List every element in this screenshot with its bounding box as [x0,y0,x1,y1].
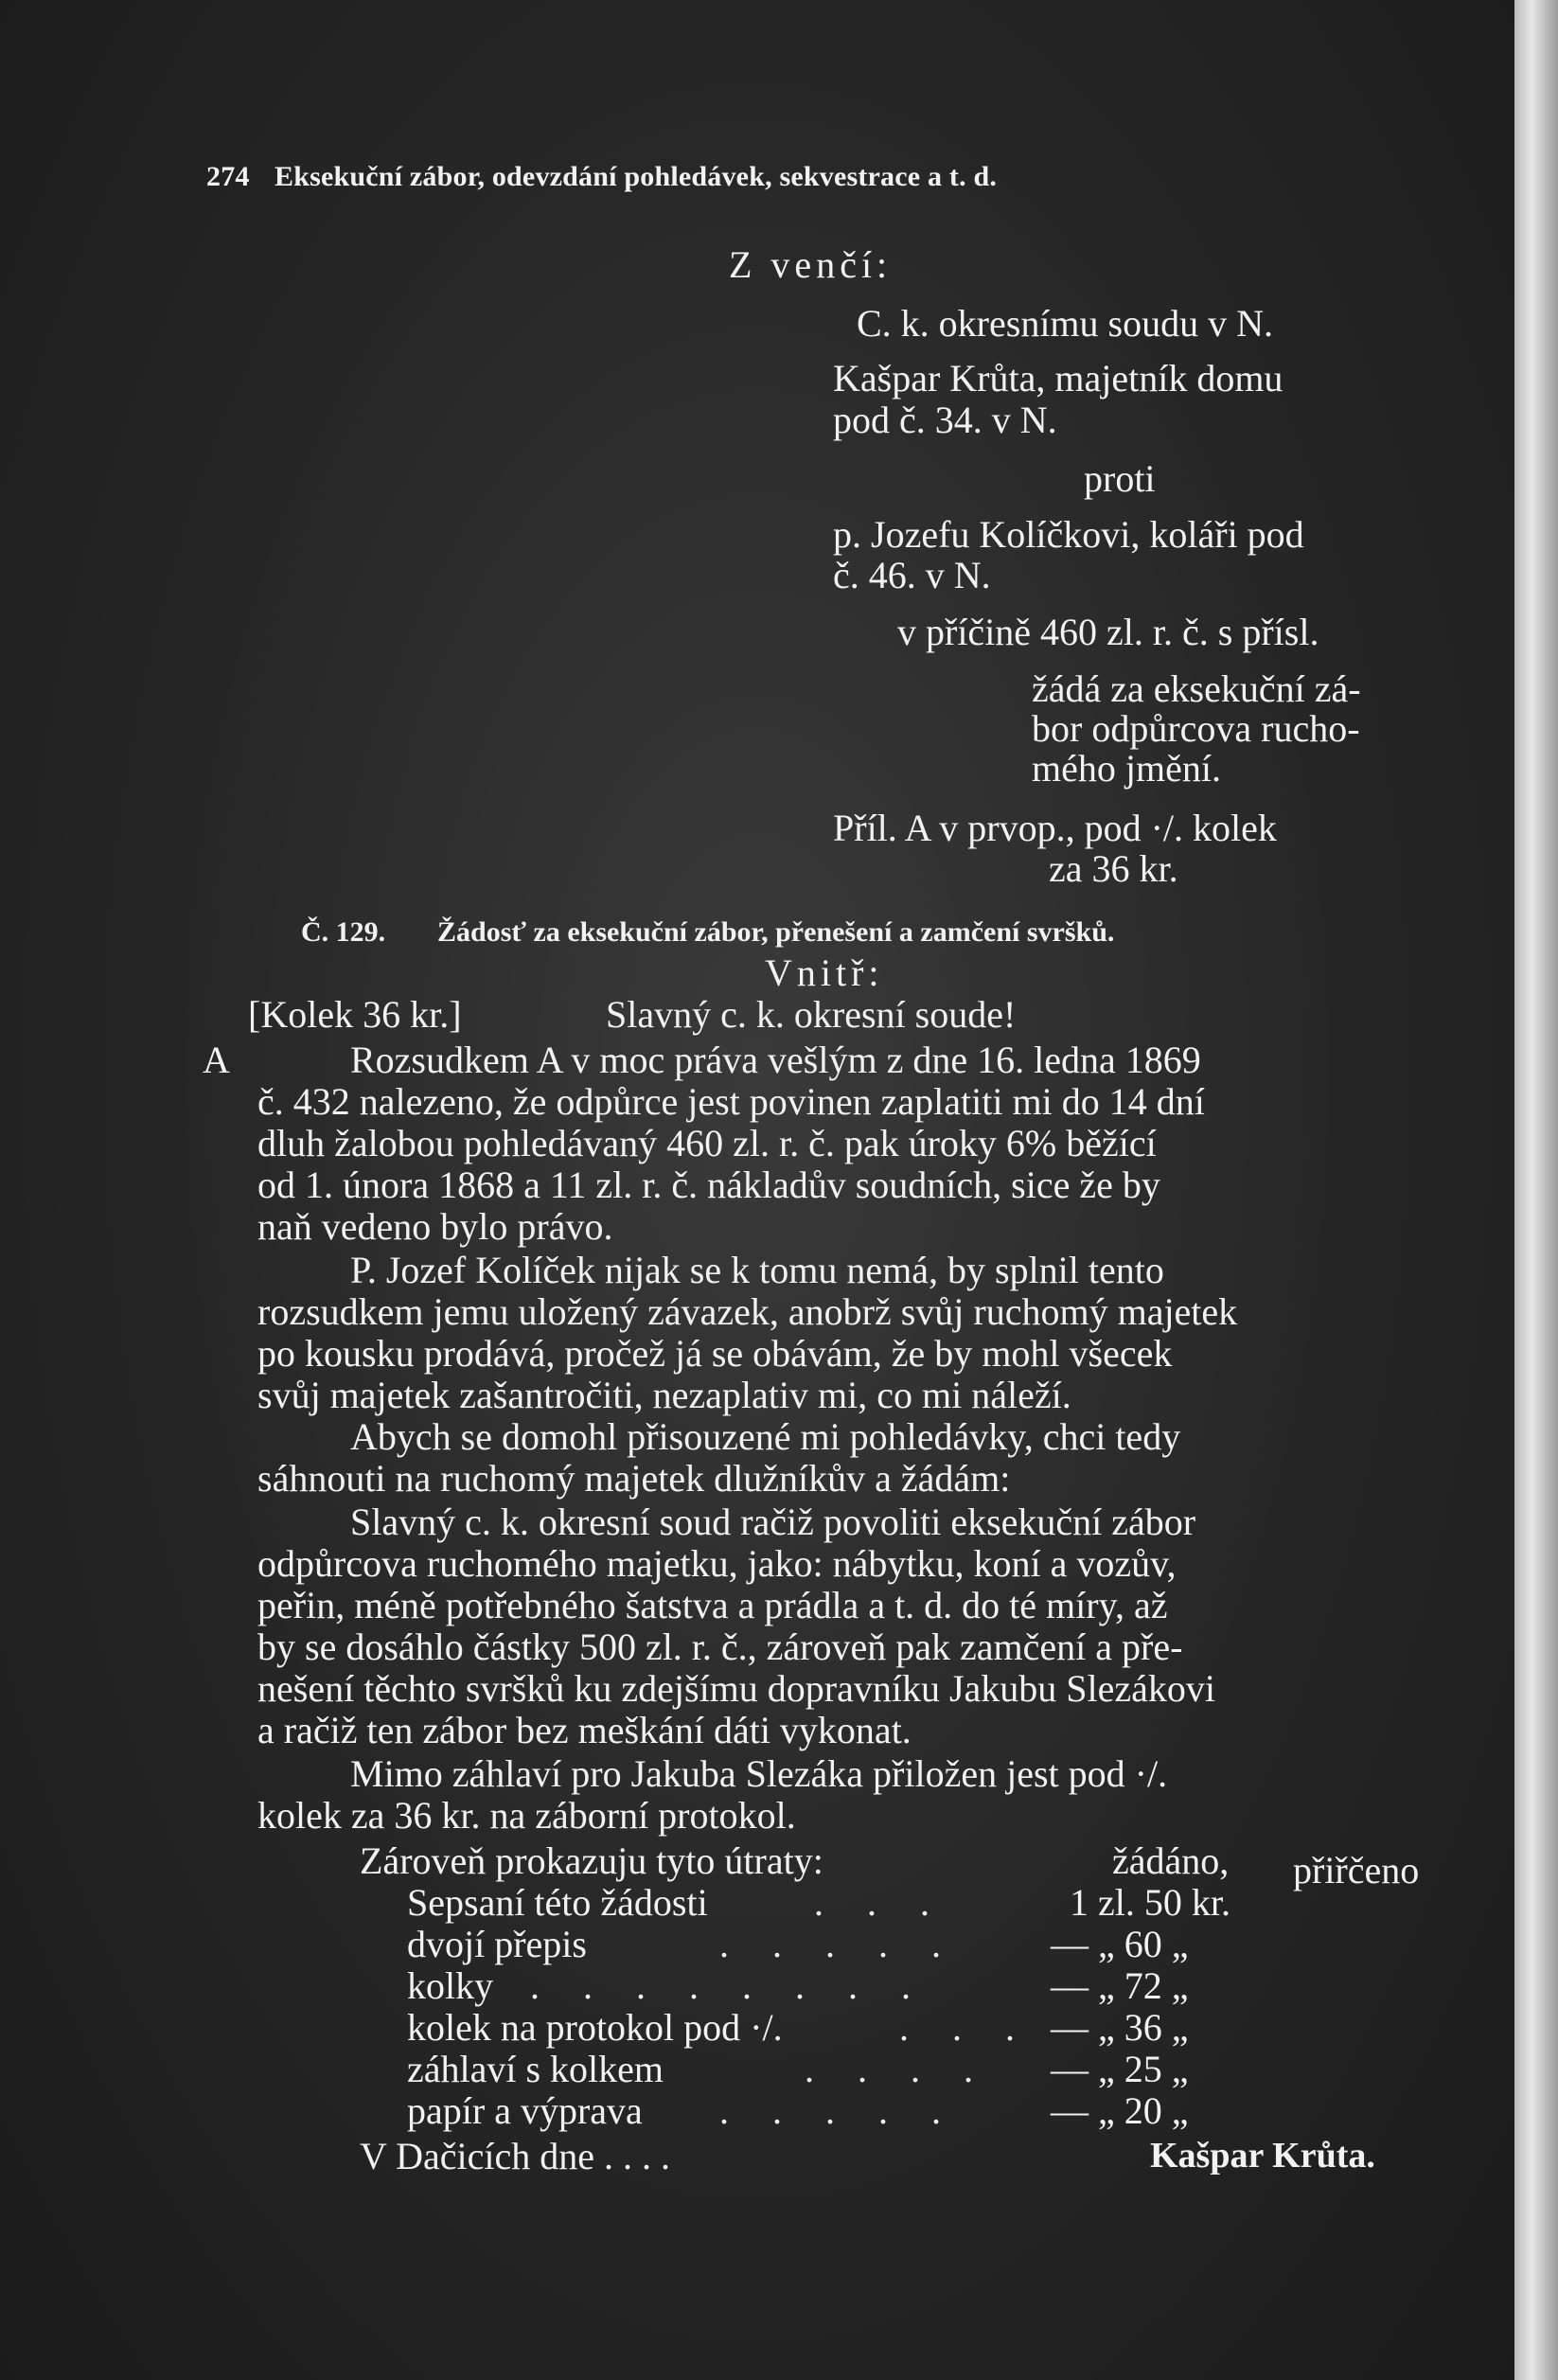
defendant-line-1: p. Jozefu Kolíčkovi, koláři pod [833,513,1304,556]
body-line: sáhnouti na ruchomý majetek dlužníkův a žádám: [257,1457,1011,1500]
body-line: od 1. února 1868 a 11 zl. r. č. nákladův soudních, sice že by [257,1163,1160,1206]
col-awarded: přiřčeno [1293,1849,1420,1892]
body-line: peřin, méně potřebného šatstva a prádla a t. d. do té míry, až [257,1584,1168,1626]
cost-item: kolek na protokol pod ·/. [407,2006,783,2049]
body-line: odpůrcova ruchomého majetku, jako: nábytku, koní a vozův, [257,1542,1177,1585]
cost-item: Sepsaní této žádosti [407,1881,708,1924]
cause-line: v příčině 460 zl. r. č. s přísl. [897,611,1319,653]
body-line: Rozsudkem A v moc práva vešlým z dne 16. ledna 1869 [350,1039,1201,1081]
against-label: proti [1084,457,1156,500]
body-line: svůj majetek zašantročiti, nezaplativ mi, co mi náleží. [257,1374,1071,1416]
body-line: a račiž ten zábor bez meškání dáti vykonat. [257,1709,912,1751]
plaintiff-line-2: pod č. 34. v N. [833,399,1057,441]
signature: Kašpar Krůta. [1150,2136,1375,2176]
costs-intro: Zároveň prokazuju tyto útraty: [360,1839,823,1882]
plaintiff-line-1: Kašpar Krůta, majetník domu [833,357,1284,400]
body-line: nešení těchto svršků ku zdejšímu dopravníku Jakubu Slezákovi [257,1667,1216,1710]
page-number: 274 [206,161,250,192]
cost-amount: — „ 20 „ [1051,2089,1189,2132]
body-line: Mimo záhlaví pro Jakuba Slezáka přiložen jest pod ·/. [350,1752,1168,1795]
inside-label: Vnitř: [765,951,884,994]
cost-item: kolky [407,1964,494,2007]
defendant-line-2: č. 46. v N. [833,554,991,596]
cost-item: dvojí přepis [407,1923,587,1965]
cost-amount: — „ 60 „ [1051,1923,1189,1965]
cost-dots: . . . . [805,2048,990,2090]
cost-amount: 1 zl. 50 kr. [1070,1881,1230,1924]
body-line: P. Jozef Kolíček nijak se k tomu nemá, by splnil tento [350,1249,1164,1291]
attachment-line-2: za 36 kr. [1049,847,1178,890]
cost-amount: — „ 36 „ [1051,2006,1189,2049]
place-date: V Dačicích dne . . . . [360,2135,671,2177]
attachment-line-1: Příl. A v prvop., pod ·/. kolek [833,807,1277,849]
body-line: dluh žalobou pohledávaný 460 zl. r. č. pak úroky 6% běžící [257,1122,1157,1164]
cost-item: papír a výprava [407,2089,643,2132]
running-title: Eksekuční zábor, odevzdání pohledávek, sekvestrace a t. d. [274,161,998,192]
request-line-3: mého jmění. [1032,747,1221,790]
body-line: by se dosáhlo částky 500 zl. r. č., zároveň pak zamčení a pře- [257,1625,1183,1668]
col-requested: žádáno, [1112,1839,1230,1882]
section-number: Č. 129. [301,916,386,948]
body-line: kolek za 36 kr. na záborní protokol. [257,1794,796,1837]
court-address: C. k. okresnímu soudu v N. [857,302,1273,345]
body-line: naň vedeno bylo právo. [257,1205,613,1248]
cost-dots: . . . . . [719,1923,958,1965]
cost-dots: . . . [899,2006,1032,2049]
body-line: č. 432 nalezeno, že odpůrce jest povinen zaplatiti mi do 14 dní [257,1080,1205,1123]
cost-item: záhlaví s kolkem [407,2048,664,2090]
stamp-note: [Kolek 36 kr.] [248,993,462,1036]
body-line: Slavný c. k. okresní soud račiž povoliti eksekuční zábor [350,1501,1196,1543]
body-line: Abych se domohl přisouzené mi pohledávky, chci tedy [350,1415,1181,1458]
cost-dots: . . . . . . . . [530,1964,928,2007]
cost-amount: — „ 25 „ [1051,2048,1189,2090]
cost-amount: — „ 72 „ [1051,1964,1189,2007]
section-title: Žádosť za eksekuční zábor, přenešení a zamčení svršků. [437,916,1115,948]
request-line-1: žádá za eksekuční zá- [1032,667,1361,710]
body-line: po kousku prodává, pročež já se obávám, že by mohl všecek [257,1332,1173,1375]
page-edge [1514,0,1558,2380]
body-line: rozsudkem jemu uložený závazek, anobrž svůj ruchomý majetek [257,1290,1238,1333]
outside-label: Z venčí: [729,243,893,286]
margin-mark: A [203,1039,230,1081]
court-salutation: Slavný c. k. okresní soude! [606,993,1017,1036]
cost-dots: . . . . . [719,2089,958,2132]
cost-dots: . . . [814,1881,947,1924]
request-line-2: bor odpůrcova rucho- [1032,707,1360,750]
